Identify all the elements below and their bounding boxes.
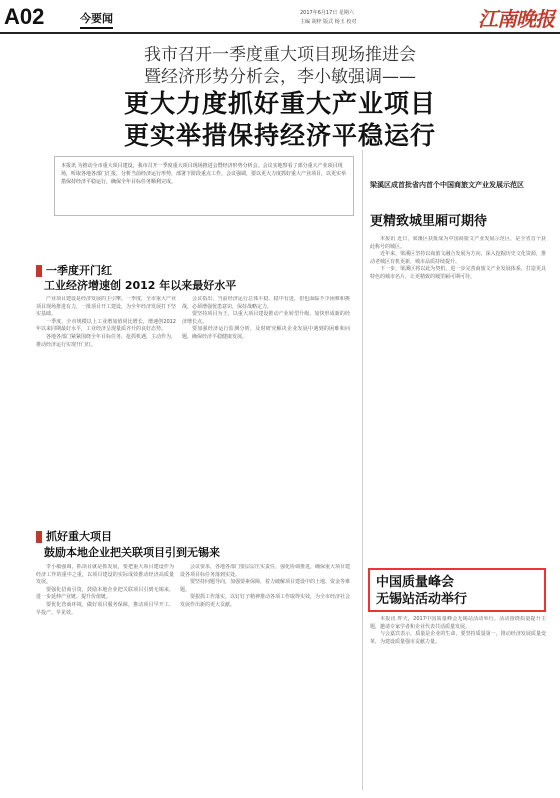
section2-title[interactable]: 鼓励本地企业把关联项目引到无锡来 <box>44 546 220 559</box>
section2-column-c <box>36 564 174 796</box>
right-story2-title-2: 无锡站活动举行 <box>376 592 468 607</box>
right-story1-body <box>370 236 546 550</box>
section1-title[interactable]: 工业经济增速创 2012 年以来最好水平 <box>44 279 237 292</box>
highlight-box[interactable] <box>368 568 546 612</box>
headline-kicker-1: 我市召开一季度重大项目现场推进会 <box>144 45 416 65</box>
paragraph: 李小敏强调，抓项目就是抓发展，要把重大项目建设作为经济工作的重中之重，以项目建设的实际成效推动经济高质量发展。 <box>36 564 174 586</box>
paragraph: 本报讯 近日，梁溪区获批成为中国商旅文产业发展示范区，是全省首个获此称号的城区。 <box>370 236 546 250</box>
paragraph: 一季度，全市规模以上工业增加值同比增长，增速创2012年以来同期最好水平，工业经济呈现量质齐升的良好态势。 <box>36 318 176 333</box>
newspaper-logo: 江南晚报 <box>478 7 554 31</box>
paragraph: 本报讯 昨天，2017中国质量峰会无锡站活动举行。活动围绕质量提升主题，邀请专家学者和企业代表共话质量发展。 <box>370 616 546 630</box>
accent-bar-icon <box>36 531 42 543</box>
headline-kicker-2: 暨经济形势分析会，李小敏强调—— <box>144 67 416 87</box>
paragraph: 要强化招商引资，鼓励本地企业把关联项目引到无锡来，进一步延伸产业链、提升价值链。 <box>36 586 174 601</box>
paragraph: 要优化营商环境，做好项目服务保障，推动项目早开工、早投产、早见效。 <box>36 601 174 616</box>
section2-kicker: 抓好重大项目 <box>36 528 112 544</box>
column-divider <box>362 150 363 790</box>
headline-block <box>0 44 560 152</box>
section1-kicker: 一季度开门红 <box>36 262 112 278</box>
section1-column-a <box>36 296 176 518</box>
paragraph: 要坚持项目为王，以重大项目建设推动产业转型升级，加快形成新的经济增长点。 <box>182 311 350 325</box>
right-story2-title-1: 中国质量峰会 <box>376 575 455 590</box>
paragraph: 下一步，梁溪区将以此为契机，进一步完善商旅文产业发展体系，打造更具特色的城市名片，让更精致的城里厢可期可待。 <box>370 266 546 280</box>
paragraph: 产业项目建设是经济发展的主引擎。一季度，全市重大产业项目现场推进有力，一批项目开工建设，为全年经济发展打下坚实基础。 <box>36 296 176 318</box>
paragraph: 要狠抓工作落实，以钉钉子精神推动各项工作取得实效，为全市经济社会发展作出新的更大贡献。 <box>180 594 350 608</box>
lead-summary: 本报讯 为推动全市重大项目建设，我市召开一季度重大项目现场推进会暨经济形势分析会。会议实地察看了部分重大产业项目现场，听取各地各部门汇报，分析当前经济运行形势，部署下阶段重点工作。会议强调，要以更大力度抓好重大产业项目，以更实举措保持经济平稳运行，确保全年目标任务顺利完成。 <box>54 156 354 216</box>
issue-date: 2017年6月17日 星期六 <box>300 10 354 16</box>
right-story1-title[interactable]: 更精致城里厢可期待 <box>370 214 488 229</box>
headline-main-1[interactable]: 更大力度抓好重大产业项目 <box>123 89 436 118</box>
section2-column-d <box>180 564 350 796</box>
editors-line: 主编 胡梓 版式 杨玉 校对 <box>300 19 357 25</box>
page-number: A02 <box>4 4 45 29</box>
right-story2-body <box>370 616 546 796</box>
headline-main-2[interactable]: 更实举措保持经济平稳运行 <box>123 121 436 150</box>
accent-bar-icon <box>36 265 42 277</box>
paragraph: 近年来，梁溪区坚持以商旅文融合发展为方向，深入挖掘历史文化资源，推动老城区有机更新，城市品质持续提升。 <box>370 251 546 265</box>
paragraph: 各地各部门紧紧围绕全年目标任务，抢抓机遇，主动作为，推动经济运行实现开门红。 <box>36 333 176 348</box>
masthead-rule <box>0 32 560 34</box>
paragraph: 要加强经济运行监测分析，及时研究解决企业发展中遇到的困难和问题，确保经济平稳健康发展。 <box>182 326 350 340</box>
masthead <box>0 0 560 34</box>
section1-column-b <box>182 296 350 518</box>
right-story1-kicker: 梁溪区成首批省内首个中国商旅文产业发展示范区 <box>370 181 524 189</box>
paragraph: 会议指出，当前经济运行总体平稳、稳中有进，但也面临不少困难和挑战，必须增强忧患意识，保持战略定力。 <box>182 296 350 310</box>
section-tab[interactable]: 今要闻 <box>80 10 113 29</box>
paragraph: 会议要求，各地各部门要层层压实责任，强化协调推进，确保重大项目建设各项目标任务落到实处。 <box>180 564 350 578</box>
paragraph: 要坚持问题导向，加强要素保障，着力破解项目建设中的土地、资金等难题。 <box>180 579 350 593</box>
paragraph: 与会嘉宾表示，质量是企业的生命，要坚持质量第一，推动经济发展质量变革，为建设质量强市贡献力量。 <box>370 631 546 645</box>
